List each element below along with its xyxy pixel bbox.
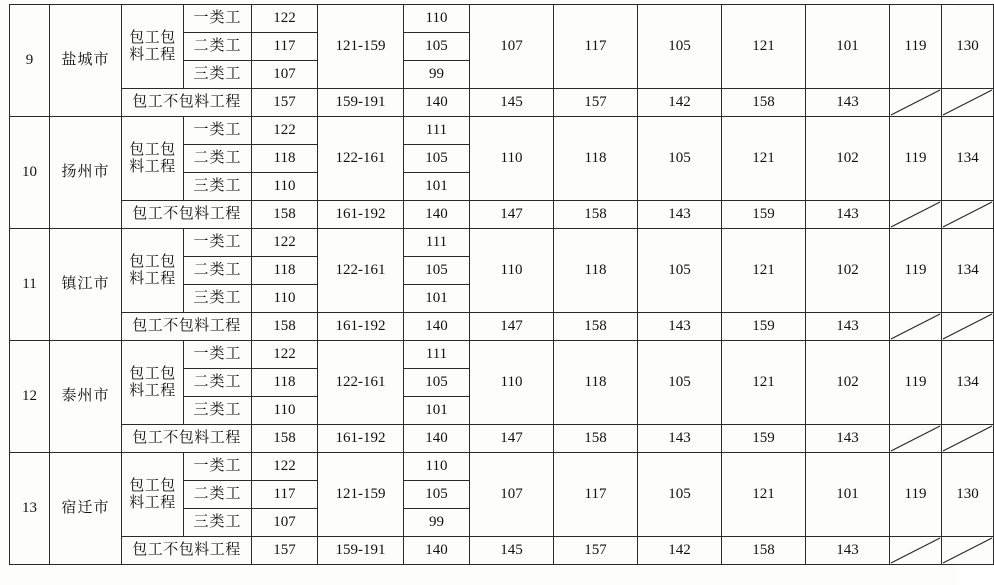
labor-col-4: 158 xyxy=(722,537,806,565)
labor-col-3: 143 xyxy=(638,425,722,453)
material-price-class1: 122 xyxy=(252,5,318,33)
labor-price: 157 xyxy=(252,89,318,117)
labor-alt-price: 140 xyxy=(404,425,470,453)
material-col-1: 107 xyxy=(470,453,554,537)
material-col-3: 105 xyxy=(638,117,722,201)
work-type-material: 包工包料工程 xyxy=(122,453,184,537)
row-index: 11 xyxy=(10,229,50,341)
material-price-class3: 107 xyxy=(252,61,318,89)
material-col-1: 110 xyxy=(470,229,554,313)
labor-col-2: 157 xyxy=(554,89,638,117)
labor-col-4: 158 xyxy=(722,89,806,117)
work-type-material: 包工包料工程 xyxy=(122,5,184,89)
row-index: 9 xyxy=(10,5,50,117)
material-alt-class2: 105 xyxy=(404,369,470,397)
material-alt-class3: 99 xyxy=(404,61,470,89)
labor-col-2: 157 xyxy=(554,537,638,565)
labor-alt-price: 140 xyxy=(404,201,470,229)
worker-class-2: 二类工 xyxy=(184,257,252,285)
empty-slash-cell xyxy=(942,425,994,453)
labor-col-2: 158 xyxy=(554,313,638,341)
worker-class-1: 一类工 xyxy=(184,229,252,257)
material-alt-class3: 101 xyxy=(404,285,470,313)
work-type-labor-only: 包工不包料工程 xyxy=(122,313,252,341)
labor-col-4: 159 xyxy=(722,313,806,341)
row-index: 12 xyxy=(10,341,50,453)
labor-col-4: 159 xyxy=(722,425,806,453)
material-col-6: 119 xyxy=(890,5,942,89)
material-price-class1: 122 xyxy=(252,229,318,257)
labor-alt-price: 140 xyxy=(404,537,470,565)
material-price-class1: 122 xyxy=(252,453,318,481)
labor-rate-table xyxy=(9,4,994,565)
material-col-7: 134 xyxy=(942,341,994,425)
diagonal-slash-icon xyxy=(942,201,993,228)
labor-col-5: 143 xyxy=(806,425,890,453)
material-col-1: 110 xyxy=(470,117,554,201)
material-col-6: 119 xyxy=(890,341,942,425)
work-type-labor-only: 包工不包料工程 xyxy=(122,89,252,117)
material-price-range: 121-159 xyxy=(318,453,404,537)
labor-col-3: 143 xyxy=(638,201,722,229)
city-name: 镇江市 xyxy=(50,229,122,341)
material-col-7: 130 xyxy=(942,453,994,537)
material-col-4: 121 xyxy=(722,5,806,89)
material-alt-class3: 101 xyxy=(404,173,470,201)
work-type-labor-only: 包工不包料工程 xyxy=(122,425,252,453)
diagonal-slash-icon xyxy=(942,425,993,452)
labor-col-3: 142 xyxy=(638,537,722,565)
worker-class-1: 一类工 xyxy=(184,5,252,33)
material-alt-class1: 110 xyxy=(404,453,470,481)
material-col-2: 118 xyxy=(554,117,638,201)
table-row xyxy=(10,201,994,229)
material-col-5: 102 xyxy=(806,341,890,425)
labor-col-5: 143 xyxy=(806,537,890,565)
labor-col-3: 143 xyxy=(638,313,722,341)
labor-alt-price: 140 xyxy=(404,89,470,117)
diagonal-slash-icon xyxy=(942,537,993,564)
work-type-labor-only: 包工不包料工程 xyxy=(122,537,252,565)
empty-slash-cell xyxy=(890,313,942,341)
labor-col-1: 147 xyxy=(470,201,554,229)
material-col-5: 101 xyxy=(806,5,890,89)
material-col-2: 118 xyxy=(554,229,638,313)
diagonal-slash-icon xyxy=(890,201,941,228)
worker-class-2: 二类工 xyxy=(184,369,252,397)
table-row xyxy=(10,229,994,257)
diagonal-slash-icon xyxy=(890,425,941,452)
material-alt-class2: 105 xyxy=(404,145,470,173)
material-alt-class1: 111 xyxy=(404,341,470,369)
empty-slash-cell xyxy=(942,313,994,341)
diagonal-slash-icon xyxy=(890,89,941,116)
material-price-class1: 122 xyxy=(252,117,318,145)
material-col-1: 110 xyxy=(470,341,554,425)
material-col-3: 105 xyxy=(638,341,722,425)
labor-price-range: 159-191 xyxy=(318,537,404,565)
material-price-range: 121-159 xyxy=(318,5,404,89)
empty-slash-cell xyxy=(942,537,994,565)
material-alt-class1: 110 xyxy=(404,5,470,33)
material-price-class1: 122 xyxy=(252,341,318,369)
material-price-class3: 110 xyxy=(252,285,318,313)
material-col-6: 119 xyxy=(890,117,942,201)
labor-col-1: 145 xyxy=(470,89,554,117)
labor-col-5: 143 xyxy=(806,89,890,117)
worker-class-3: 三类工 xyxy=(184,509,252,537)
worker-class-2: 二类工 xyxy=(184,33,252,61)
material-price-class2: 118 xyxy=(252,369,318,397)
work-type-material: 包工包料工程 xyxy=(122,117,184,201)
empty-slash-cell xyxy=(890,537,942,565)
city-name: 盐城市 xyxy=(50,5,122,117)
material-price-class2: 118 xyxy=(252,257,318,285)
table-row xyxy=(10,89,994,117)
material-col-5: 101 xyxy=(806,453,890,537)
labor-col-4: 159 xyxy=(722,201,806,229)
material-col-7: 130 xyxy=(942,5,994,89)
worker-class-2: 二类工 xyxy=(184,481,252,509)
empty-slash-cell xyxy=(890,425,942,453)
diagonal-slash-icon xyxy=(942,89,993,116)
labor-price-range: 161-192 xyxy=(318,425,404,453)
material-col-5: 102 xyxy=(806,229,890,313)
empty-slash-cell xyxy=(942,201,994,229)
material-alt-class2: 105 xyxy=(404,33,470,61)
material-col-6: 119 xyxy=(890,453,942,537)
worker-class-3: 三类工 xyxy=(184,61,252,89)
material-alt-class3: 99 xyxy=(404,509,470,537)
city-name: 宿迁市 xyxy=(50,453,122,565)
table-row xyxy=(10,425,994,453)
table-row xyxy=(10,537,994,565)
diagonal-slash-icon xyxy=(890,537,941,564)
labor-price: 158 xyxy=(252,313,318,341)
labor-col-1: 145 xyxy=(470,537,554,565)
empty-slash-cell xyxy=(890,89,942,117)
worker-class-1: 一类工 xyxy=(184,341,252,369)
labor-price: 158 xyxy=(252,425,318,453)
labor-price: 157 xyxy=(252,537,318,565)
city-name: 扬州市 xyxy=(50,117,122,229)
worker-class-1: 一类工 xyxy=(184,117,252,145)
table-row xyxy=(10,117,994,145)
material-price-class3: 110 xyxy=(252,173,318,201)
material-col-6: 119 xyxy=(890,229,942,313)
material-price-class2: 118 xyxy=(252,145,318,173)
material-alt-class1: 111 xyxy=(404,229,470,257)
material-col-3: 105 xyxy=(638,453,722,537)
labor-col-1: 147 xyxy=(470,313,554,341)
material-col-2: 117 xyxy=(554,5,638,89)
table-row xyxy=(10,313,994,341)
material-col-1: 107 xyxy=(470,5,554,89)
row-index: 13 xyxy=(10,453,50,565)
material-col-2: 117 xyxy=(554,453,638,537)
labor-col-2: 158 xyxy=(554,425,638,453)
material-price-class3: 107 xyxy=(252,509,318,537)
table-row xyxy=(10,453,994,481)
material-col-4: 121 xyxy=(722,453,806,537)
material-price-class2: 117 xyxy=(252,481,318,509)
empty-slash-cell xyxy=(890,201,942,229)
material-col-3: 105 xyxy=(638,5,722,89)
material-col-4: 121 xyxy=(722,341,806,425)
material-price-class3: 110 xyxy=(252,397,318,425)
material-col-4: 121 xyxy=(722,229,806,313)
worker-class-3: 三类工 xyxy=(184,285,252,313)
material-col-4: 121 xyxy=(722,117,806,201)
material-price-class2: 117 xyxy=(252,33,318,61)
labor-col-3: 142 xyxy=(638,89,722,117)
material-price-range: 122-161 xyxy=(318,117,404,201)
row-index: 10 xyxy=(10,117,50,229)
material-col-3: 105 xyxy=(638,229,722,313)
labor-price: 158 xyxy=(252,201,318,229)
worker-class-2: 二类工 xyxy=(184,145,252,173)
labor-col-5: 143 xyxy=(806,313,890,341)
material-alt-class2: 105 xyxy=(404,257,470,285)
material-col-7: 134 xyxy=(942,229,994,313)
material-price-range: 122-161 xyxy=(318,229,404,313)
table-row xyxy=(10,5,994,33)
work-type-material: 包工包料工程 xyxy=(122,229,184,313)
material-col-5: 102 xyxy=(806,117,890,201)
worker-class-3: 三类工 xyxy=(184,173,252,201)
table-row xyxy=(10,341,994,369)
worker-class-3: 三类工 xyxy=(184,397,252,425)
work-type-material: 包工包料工程 xyxy=(122,341,184,425)
city-name: 泰州市 xyxy=(50,341,122,453)
work-type-labor-only: 包工不包料工程 xyxy=(122,201,252,229)
material-price-range: 122-161 xyxy=(318,341,404,425)
empty-slash-cell xyxy=(942,89,994,117)
labor-price-range: 161-192 xyxy=(318,313,404,341)
labor-price-range: 161-192 xyxy=(318,201,404,229)
labor-price-range: 159-191 xyxy=(318,89,404,117)
labor-col-5: 143 xyxy=(806,201,890,229)
worker-class-1: 一类工 xyxy=(184,453,252,481)
material-col-2: 118 xyxy=(554,341,638,425)
labor-alt-price: 140 xyxy=(404,313,470,341)
diagonal-slash-icon xyxy=(890,313,941,340)
material-alt-class2: 105 xyxy=(404,481,470,509)
labor-col-2: 158 xyxy=(554,201,638,229)
labor-col-1: 147 xyxy=(470,425,554,453)
diagonal-slash-icon xyxy=(942,313,993,340)
material-col-7: 134 xyxy=(942,117,994,201)
material-alt-class3: 101 xyxy=(404,397,470,425)
material-alt-class1: 111 xyxy=(404,117,470,145)
